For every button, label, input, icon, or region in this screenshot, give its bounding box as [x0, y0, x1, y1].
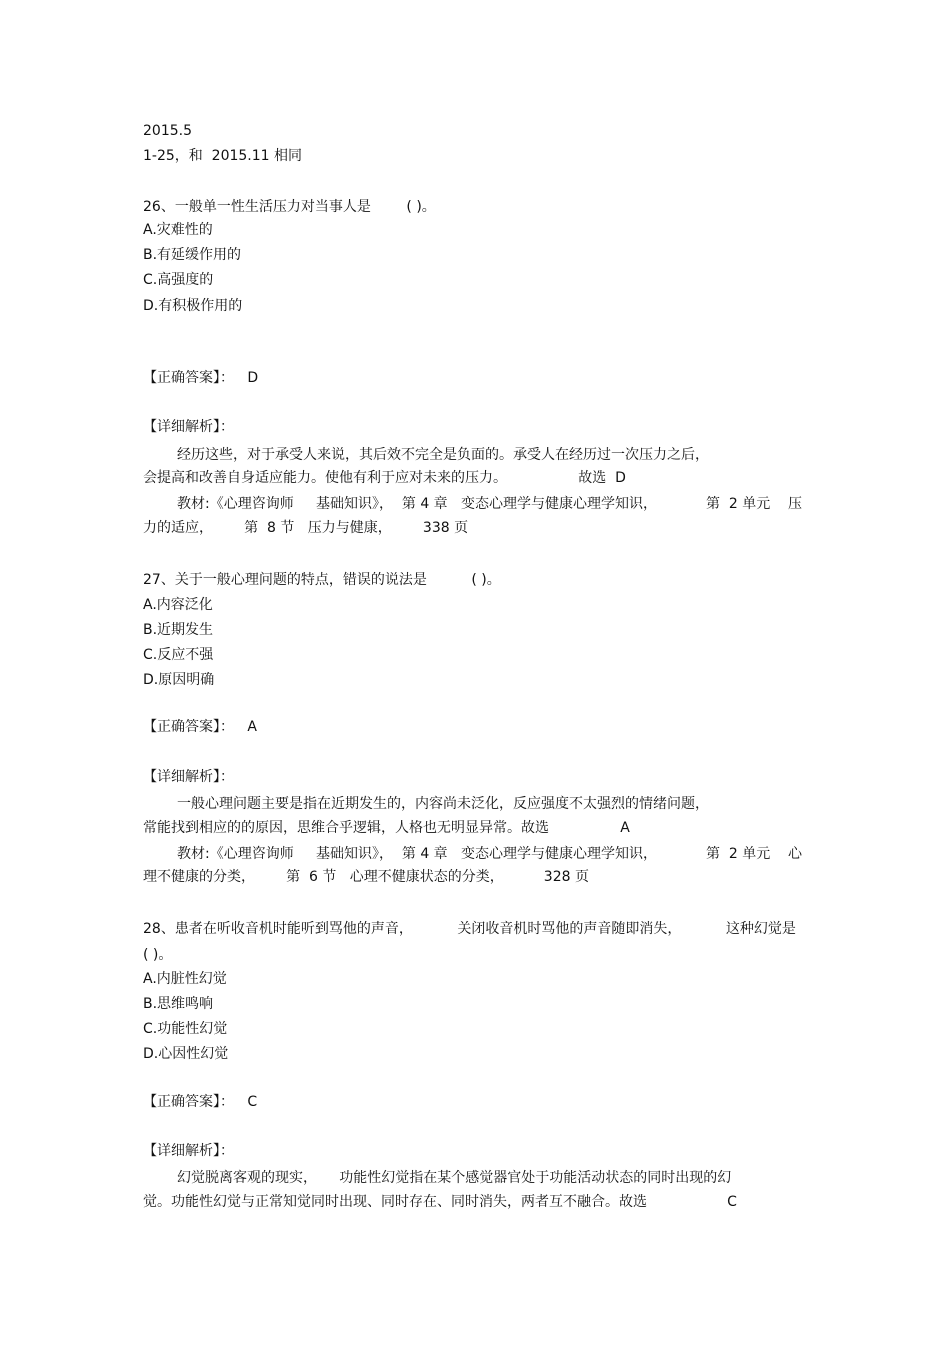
q28-option-b: B.思维鸣响 [143, 996, 214, 1012]
q28-analysis-label: 【详细解析】： [143, 1143, 234, 1159]
q28-analysis-line2: 觉。功能性幻觉与正常知觉同时出现、同时存在、同时消失，两者互不融合。故选 C [143, 1194, 737, 1210]
q28-analysis-line1: 幻觉脱离客观的现实， 功能性幻觉指在某个感觉器官处于功能活动状态的同时出现的幻 [177, 1170, 732, 1186]
q28-option-c: C.功能性幻觉 [143, 1021, 228, 1037]
q27-analysis-line1: 一般心理问题主要是指在近期发生的，内容尚未泛化，反应强度不太强烈的情绪问题， [177, 796, 709, 812]
q27-source-line2: 理不健康的分类， 第 6 节 心理不健康状态的分类， 328 页 [143, 869, 589, 885]
q26-option-a: A.灾难性的 [143, 222, 213, 238]
q26-source-line2: 力的适应， 第 8 节 压力与健康， 338 页 [143, 520, 469, 536]
q26-stem: 26、一般单一性生活压力对当事人是 ( )。 [143, 199, 436, 215]
q28-answer: 【正确答案】： C [143, 1094, 258, 1110]
q27-source-line1: 教材:《心理咨询师 基础知识》， 第 4 章 变态心理学与健康心理学知识， 第 2 单元 心 [177, 846, 803, 862]
q27-option-d: D.原因明确 [143, 672, 215, 688]
q27-analysis-label: 【详细解析】： [143, 769, 234, 785]
q27-stem: 27、关于一般心理问题的特点，错误的说法是 ( )。 [143, 572, 501, 588]
header-year: 2015.5 [143, 123, 192, 139]
q26-analysis-line1: 经历这些，对于承受人来说，其后效不完全是负面的。承受人在经历过一次压力之后， [177, 447, 709, 463]
q28-option-d: D.心因性幻觉 [143, 1046, 229, 1062]
q26-option-d: D.有积极作用的 [143, 298, 243, 314]
q28-option-a: A.内脏性幻觉 [143, 971, 227, 987]
q26-option-b: B.有延缓作用的 [143, 247, 242, 263]
header-note: 1-25，和 2015.11 相同 [143, 148, 303, 164]
q26-source-line1: 教材:《心理咨询师 基础知识》， 第 4 章 变态心理学与健康心理学知识， 第 2 单元 压 [177, 496, 803, 512]
q26-analysis-line2: 会提高和改善自身适应能力。使他有利于应对未来的压力。 故选 D [143, 470, 626, 486]
q27-option-c: C.反应不强 [143, 647, 214, 663]
q28-stem: 28、患者在听收音机时能听到骂他的声音， 关闭收音机时骂他的声音随即消失， 这种幻觉是 [143, 921, 796, 937]
q27-analysis-line2: 常能找到相应的的原因，思维合乎逻辑，人格也无明显异常。故选 A [143, 820, 630, 836]
q28-stem-cont: ( )。 [143, 947, 173, 963]
q27-option-a: A.内容泛化 [143, 597, 213, 613]
q26-analysis-label: 【详细解析】： [143, 419, 234, 435]
q27-answer: 【正确答案】： A [143, 719, 257, 735]
q26-answer: 【正确答案】： D [143, 370, 259, 386]
q27-option-b: B.近期发生 [143, 622, 214, 638]
q26-option-c: C.高强度的 [143, 272, 214, 288]
